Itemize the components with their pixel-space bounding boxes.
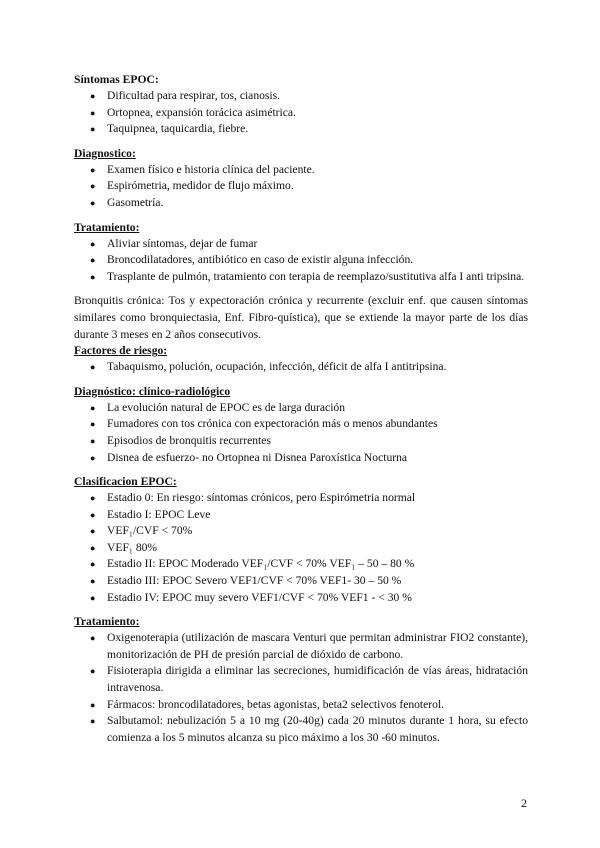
list-item: ● Tabaquismo, polución, ocupación, infección, déficit de alfa I antitripsina. (74, 359, 528, 376)
list-item: ● Estadio IV: EPOC muy severo VEF1/CVF < 70% VEF1 - < 30 % (74, 590, 528, 607)
list-item: ● VEF₁/CVF < 70% (74, 523, 528, 540)
section-heading: Tratamiento: (74, 220, 140, 234)
section-heading: Diagnostico: (74, 146, 136, 160)
list-item: ● Disnea de esfuerzo- no Ortopnea ni Disnea Paroxística Nocturna (74, 450, 528, 467)
list-item: ● Fisioterapia dirigida a eliminar las secreciones, humidificación de vías áreas, hidratación intravenosa. (90, 664, 528, 695)
risk-factors-list (74, 359, 528, 376)
bullet-icon: ● (90, 716, 96, 727)
list-item: ● Ortopnea, expansión torácica asimétrica. (74, 105, 528, 122)
bullet-icon: ● (90, 666, 96, 677)
document-page (74, 72, 528, 746)
list-item: ● Aliviar síntomas, dejar de fumar (74, 236, 528, 253)
list-item: ● Estadio III: EPOC Severo VEF1/CVF < 70% VEF1- 30 – 50 % (74, 573, 528, 590)
classification-list (74, 490, 528, 606)
diagnosis-list (74, 162, 528, 212)
list-item: ● La evolución natural de EPOC es de larga duración (74, 400, 528, 417)
bullet-icon: ● (90, 526, 96, 537)
list-item: ● Espirómetria, medidor de flujo máximo. (74, 178, 528, 195)
section-heading: Factores de riesgo: (74, 344, 168, 358)
clinical-diagnosis-list (74, 400, 528, 466)
bullet-icon: ● (90, 493, 96, 504)
bullet-icon: ● (90, 91, 96, 101)
list-item: ● Estadio I: EPOC Leve (74, 507, 528, 524)
bullet-icon: ● (90, 559, 96, 570)
list-item: ● Gasometría. (74, 195, 528, 212)
bullet-icon: ● (90, 542, 96, 553)
section-heading: Tratamiento: (74, 615, 140, 629)
clinical-diagnosis-section (74, 384, 528, 466)
section-heading: Clasificacion EPOC: (74, 475, 177, 489)
treatment-section (74, 220, 528, 286)
bullet-icon: ● (90, 238, 96, 249)
symptoms-section (74, 72, 528, 138)
list-item: ● Estadio II: EPOC Moderado VEF₁/CVF < 70% VEF₁ – 50 – 80 % (74, 556, 528, 573)
bullet-icon: ● (90, 592, 96, 603)
treatment-list (74, 236, 528, 286)
bullet-icon: ● (90, 107, 96, 118)
bullet-icon: ● (90, 633, 96, 644)
risk-factors-section (74, 343, 528, 376)
list-item: ● Trasplante de pulmón, tratamiento con terapia de reemplazo/sustitutiva alfa I anti tripsina. (74, 269, 528, 286)
list-item: ● VEF₁ 80% (74, 540, 528, 557)
bullet-icon: ● (90, 362, 96, 373)
bullet-icon: ● (90, 699, 96, 710)
bronchitis-paragraph: Bronquitis crónica: Tos y expectoración crónica y recurrente (excluir enf. que causen síntomas similares como bronquiectasia, Enf. Fibro-quística), que se extiende la mayor parte de los días durante 3 meses en 2 años consecutivos. (74, 294, 528, 341)
treatment-section-2 (74, 614, 528, 746)
bullet-icon: ● (90, 197, 96, 208)
list-item: ● Taquipnea, taquicardia, fiebre. (74, 121, 528, 138)
bullet-icon: ● (90, 452, 96, 463)
list-item: ● Fumadores con tos crónica con expectoración más o menos abundantes (74, 416, 528, 433)
list-item: ● Examen físico e historia clínica del paciente. (74, 162, 528, 179)
bullet-icon: ● (90, 271, 96, 282)
bullet-icon: ● (90, 124, 96, 135)
bullet-icon: ● (90, 509, 96, 520)
section-heading: Diagnóstico: clínico-radiológico (74, 384, 231, 398)
bullet-icon: ● (90, 419, 96, 430)
list-item: ● Salbutamol: nebulización 5 a 10 mg (20-40g) cada 20 minutos durante 1 hora, su efecto comienza a los 5 minutos alcanza su pico máximo a los 30 -60 minutos. (90, 714, 528, 744)
bullet-icon: ● (90, 435, 96, 446)
bullet-icon: ● (90, 402, 96, 413)
list-item: ● Estadio 0: En riesgo: síntomas crónicos, pero Espirómetria normal (74, 490, 528, 507)
list-item: ● Episodios de bronquitis recurrentes (74, 433, 528, 450)
bullet-icon: ● (90, 181, 96, 192)
treatment-list-2 (74, 630, 528, 746)
list-item: ● Dificultad para respirar, tos, cianosis. (74, 88, 528, 105)
bullet-icon: ● (90, 255, 96, 266)
bullet-icon: ● (90, 576, 96, 587)
bullet-icon: ● (90, 164, 96, 175)
list-item: ● Oxigenoterapia (utilización de mascara Venturi que permitan administrar FIO2 constante), monitorización de PH de presión parcial de dióxido de carbono. (90, 631, 528, 661)
section-heading: Síntomas EPOC: (74, 73, 159, 86)
list-item: ● Broncodilatadores, antibiótico en caso de existir alguna infección. (74, 252, 528, 269)
classification-section (74, 474, 528, 606)
list-item: ● Fármacos: broncodilatadores, betas agonistas, beta2 selectivos fenoterol. (74, 697, 528, 714)
diagnosis-section (74, 146, 528, 212)
symptoms-list (74, 88, 528, 138)
page-number: 2 (521, 796, 527, 810)
